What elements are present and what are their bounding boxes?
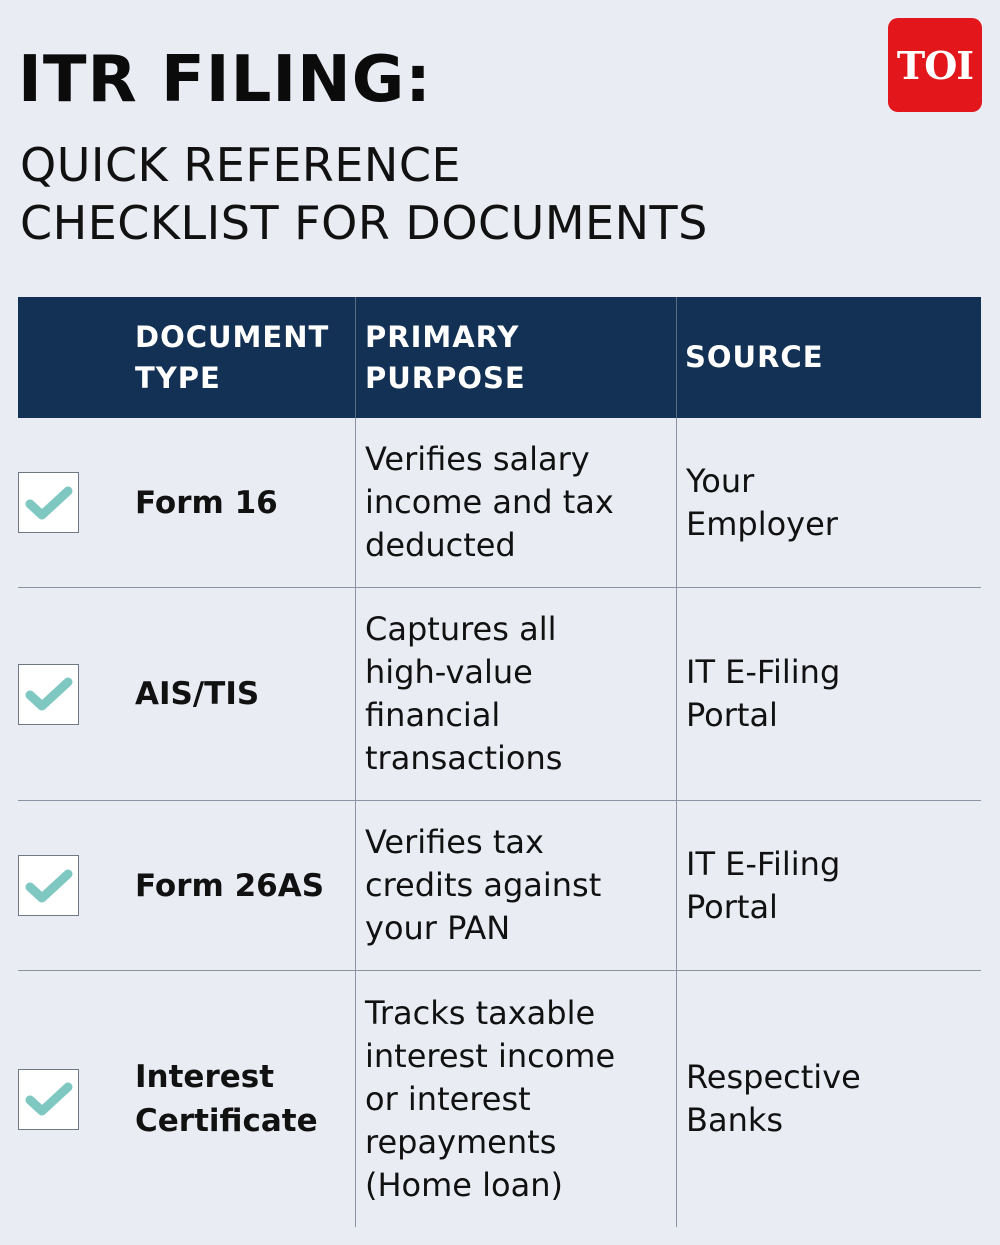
primary-purpose-cell <box>365 418 675 587</box>
page-title: ITR FILING: <box>18 43 432 117</box>
column-divider <box>676 588 677 800</box>
column-divider <box>355 588 356 800</box>
logo-text: TOI <box>896 42 974 88</box>
checklist-table <box>18 297 981 1227</box>
column-divider <box>355 971 356 1227</box>
table-row <box>18 971 981 1227</box>
column-divider <box>355 297 356 418</box>
table-row <box>18 801 981 971</box>
source-cell <box>686 418 976 587</box>
column-divider <box>676 971 677 1227</box>
document-type: Form 26AS <box>135 867 325 904</box>
primary-purpose: Verifies salary income and tax deducted <box>365 440 614 564</box>
primary-purpose-cell <box>365 801 675 970</box>
check-icon <box>25 674 73 714</box>
column-divider <box>676 418 677 587</box>
primary-purpose: Captures all high-value financial transactions <box>365 610 563 777</box>
column-divider <box>355 801 356 970</box>
source: IT E-Filing Portal <box>686 844 841 926</box>
source-cell <box>686 971 976 1227</box>
source: Respective Banks <box>686 1058 861 1139</box>
check-icon <box>25 1079 73 1119</box>
source: IT E-Filing Portal <box>686 653 841 734</box>
check-icon <box>25 483 73 523</box>
subtitle-line-1: QUICK REFERENCE <box>20 138 462 192</box>
check-icon <box>25 866 73 906</box>
page-subtitle <box>20 136 708 252</box>
column-header-document-type: DOCUMENT TYPE <box>135 319 330 395</box>
column-header-source: SOURCE <box>685 340 824 374</box>
column-divider <box>676 297 677 418</box>
primary-purpose: Verifies tax credits against your PAN <box>365 823 602 947</box>
toi-logo <box>888 18 982 112</box>
checkbox[interactable] <box>18 472 79 533</box>
document-type: Interest Certificate <box>135 1059 318 1139</box>
checkbox[interactable] <box>18 855 79 916</box>
primary-purpose-cell <box>365 588 675 800</box>
source-cell <box>686 588 976 800</box>
checkbox[interactable] <box>18 664 79 725</box>
document-type: Form 16 <box>135 484 278 521</box>
column-header-primary-purpose: PRIMARY PURPOSE <box>365 319 526 395</box>
table-row <box>18 588 981 801</box>
table-row <box>18 418 981 588</box>
checkbox[interactable] <box>18 1069 79 1130</box>
subtitle-line-2: CHECKLIST FOR DOCUMENTS <box>20 196 708 250</box>
source-cell <box>686 801 976 970</box>
column-divider <box>355 418 356 587</box>
source: Your Employer <box>686 461 838 543</box>
table-header <box>18 297 981 418</box>
document-type-cell <box>18 418 355 587</box>
column-divider <box>676 801 677 970</box>
document-type-cell <box>18 801 355 970</box>
document-type: AIS/TIS <box>135 676 260 712</box>
primary-purpose: Tracks taxable interest income or interest repayments (Home loan) <box>365 993 616 1204</box>
document-type-cell <box>18 971 355 1227</box>
primary-purpose-cell <box>365 971 675 1227</box>
document-type-cell <box>18 588 355 800</box>
